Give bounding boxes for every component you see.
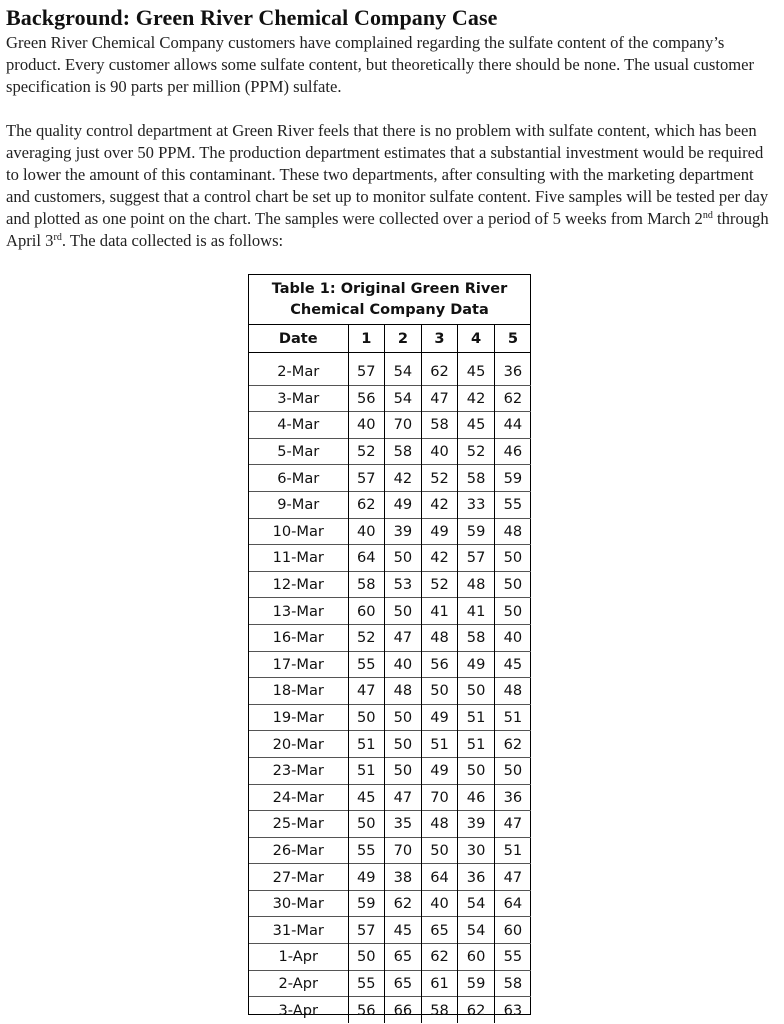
sample-value-cell: 48 [385, 678, 422, 705]
ordinal-suffix-rd: rd [53, 232, 62, 243]
intro-paragraph: Green River Chemical Company customers have complained regarding the sulfate content of the company’s product. Every customer allows some sulfate content, but theoretically there should be none. The usual customer specification is 90 parts per million (PPM) sulfate. [6, 33, 755, 96]
sample-value-cell: 55 [348, 651, 385, 678]
sample-value-cell: 58 [458, 465, 495, 492]
date-cell: 1-Apr [249, 944, 348, 971]
date-cell: 13-Mar [249, 598, 348, 625]
sample-value-cell: 51 [421, 731, 458, 758]
table-row [249, 651, 531, 678]
sample-value-cell: 51 [348, 757, 385, 784]
sample-value-cell: 62 [421, 944, 458, 971]
sample-value-cell: 54 [458, 917, 495, 944]
header-date: Date [249, 325, 348, 353]
sample-value-cell: 50 [385, 545, 422, 572]
date-cell: 3-Apr [249, 997, 348, 1023]
sample-value-cell: 55 [348, 970, 385, 997]
sample-value-cell: 61 [421, 970, 458, 997]
table-row [249, 598, 531, 625]
date-cell: 18-Mar [249, 678, 348, 705]
sample-value-cell: 47 [494, 864, 531, 891]
date-cell: 16-Mar [249, 624, 348, 651]
sample-value-cell: 62 [494, 385, 531, 412]
sample-value-cell: 50 [348, 811, 385, 838]
sample-value-cell: 40 [348, 412, 385, 439]
table-body [249, 353, 531, 1023]
sample-value-cell: 49 [385, 491, 422, 518]
sample-value-cell: 51 [458, 731, 495, 758]
sample-value-cell: 56 [348, 997, 385, 1023]
table-row [249, 757, 531, 784]
sample-value-cell: 66 [385, 997, 422, 1023]
sample-value-cell: 48 [494, 678, 531, 705]
date-cell: 12-Mar [249, 571, 348, 598]
sample-value-cell: 50 [348, 944, 385, 971]
sample-value-cell: 46 [494, 438, 531, 465]
sample-table [249, 325, 531, 1023]
ordinal-suffix-nd: nd [702, 210, 713, 221]
header-sample-1: 1 [348, 325, 385, 353]
sample-value-cell: 60 [494, 917, 531, 944]
table-row [249, 465, 531, 492]
sample-value-cell: 35 [385, 811, 422, 838]
sample-value-cell: 42 [458, 385, 495, 412]
table-row [249, 997, 531, 1023]
date-cell: 5-Mar [249, 438, 348, 465]
sample-value-cell: 54 [458, 890, 495, 917]
sample-value-cell: 58 [348, 571, 385, 598]
sample-value-cell: 40 [494, 624, 531, 651]
sample-value-cell: 45 [348, 784, 385, 811]
sample-value-cell: 50 [385, 598, 422, 625]
sample-value-cell: 41 [458, 598, 495, 625]
date-cell: 26-Mar [249, 837, 348, 864]
sample-value-cell: 62 [385, 890, 422, 917]
sample-value-cell: 58 [494, 970, 531, 997]
date-cell: 23-Mar [249, 757, 348, 784]
table-row [249, 944, 531, 971]
sample-value-cell: 38 [385, 864, 422, 891]
sample-value-cell: 48 [421, 624, 458, 651]
sample-value-cell: 40 [348, 518, 385, 545]
sample-value-cell: 57 [348, 917, 385, 944]
sample-value-cell: 50 [458, 678, 495, 705]
sample-value-cell: 58 [385, 438, 422, 465]
sample-value-cell: 53 [385, 571, 422, 598]
date-cell: 3-Mar [249, 385, 348, 412]
table-row [249, 837, 531, 864]
sample-value-cell: 51 [458, 704, 495, 731]
sample-value-cell: 54 [385, 385, 422, 412]
sample-value-cell: 40 [421, 438, 458, 465]
header-sample-2: 2 [385, 325, 422, 353]
date-cell: 27-Mar [249, 864, 348, 891]
sample-value-cell: 39 [385, 518, 422, 545]
sample-value-cell: 57 [348, 359, 385, 385]
paragraph-text-b: through April 3 [6, 209, 769, 250]
sample-value-cell: 46 [458, 784, 495, 811]
sample-value-cell: 40 [385, 651, 422, 678]
sample-value-cell: 51 [348, 731, 385, 758]
sample-value-cell: 55 [348, 837, 385, 864]
sample-value-cell: 52 [348, 624, 385, 651]
sample-value-cell: 64 [494, 890, 531, 917]
table-row [249, 571, 531, 598]
sample-value-cell: 62 [458, 997, 495, 1023]
sample-value-cell: 50 [385, 757, 422, 784]
sample-value-cell: 36 [494, 359, 531, 385]
table-row [249, 917, 531, 944]
sample-value-cell: 52 [421, 465, 458, 492]
sample-value-cell: 45 [385, 917, 422, 944]
sample-value-cell: 50 [494, 571, 531, 598]
sample-value-cell: 50 [494, 598, 531, 625]
date-cell: 17-Mar [249, 651, 348, 678]
date-cell: 24-Mar [249, 784, 348, 811]
sample-value-cell: 47 [385, 784, 422, 811]
sample-value-cell: 30 [458, 837, 495, 864]
table-caption-line-1: Table 1: Original Green River [271, 280, 508, 297]
header-sample-3: 3 [421, 325, 458, 353]
date-cell: 6-Mar [249, 465, 348, 492]
sample-value-cell: 57 [348, 465, 385, 492]
sample-value-cell: 50 [421, 837, 458, 864]
table-row [249, 731, 531, 758]
paragraph-text-a: The quality control department at Green River feels that there is no problem with sulfate content, which has been averaging just over 50 PPM. The production department estimates that a substantial investment would be required to lower the amount of this contaminant. These two departments, after consulting with the marketing department and customers, suggest that a control chart be set up to monitor sulfate content. Five samples will be tested per day and plotted as one point on the chart. The samples were collected over a period of 5 weeks from March 2 [6, 121, 769, 228]
sample-value-cell: 58 [421, 997, 458, 1023]
sample-value-cell: 50 [385, 704, 422, 731]
sample-value-cell: 47 [385, 624, 422, 651]
sample-value-cell: 44 [494, 412, 531, 439]
sample-value-cell: 48 [421, 811, 458, 838]
sample-value-cell: 47 [348, 678, 385, 705]
sample-value-cell: 58 [458, 624, 495, 651]
sample-value-cell: 40 [421, 890, 458, 917]
paragraph-text-c: . The data collected is as follows: [61, 231, 284, 250]
sample-value-cell: 65 [385, 970, 422, 997]
sample-value-cell: 48 [494, 518, 531, 545]
sample-value-cell: 70 [385, 412, 422, 439]
sample-value-cell: 45 [494, 651, 531, 678]
sample-value-cell: 36 [494, 784, 531, 811]
sample-value-cell: 54 [385, 359, 422, 385]
table-caption [249, 275, 530, 325]
sample-value-cell: 50 [494, 757, 531, 784]
sample-value-cell: 42 [385, 465, 422, 492]
sample-value-cell: 56 [421, 651, 458, 678]
table-row [249, 811, 531, 838]
table-caption-line-2: Chemical Company Data [290, 301, 489, 318]
sample-value-cell: 59 [348, 890, 385, 917]
sample-value-cell: 49 [421, 704, 458, 731]
header-sample-4: 4 [458, 325, 495, 353]
table-row [249, 864, 531, 891]
date-cell: 20-Mar [249, 731, 348, 758]
sample-value-cell: 48 [458, 571, 495, 598]
sample-value-cell: 42 [421, 545, 458, 572]
sample-value-cell: 50 [385, 731, 422, 758]
sample-value-cell: 50 [458, 757, 495, 784]
sample-value-cell: 56 [348, 385, 385, 412]
sample-value-cell: 55 [494, 491, 531, 518]
table-row [249, 784, 531, 811]
date-cell: 30-Mar [249, 890, 348, 917]
table-row [249, 678, 531, 705]
date-cell: 10-Mar [249, 518, 348, 545]
date-cell: 9-Mar [249, 491, 348, 518]
sample-value-cell: 59 [458, 518, 495, 545]
sample-value-cell: 59 [458, 970, 495, 997]
sample-value-cell: 62 [348, 491, 385, 518]
page-title: Background: Green River Chemical Company Case [6, 5, 498, 30]
sample-value-cell: 49 [421, 518, 458, 545]
background-paragraph [6, 120, 778, 252]
sample-value-cell: 57 [458, 545, 495, 572]
sample-value-cell: 49 [421, 757, 458, 784]
sample-value-cell: 70 [421, 784, 458, 811]
sample-value-cell: 70 [385, 837, 422, 864]
table-row [249, 970, 531, 997]
sample-value-cell: 65 [421, 917, 458, 944]
sample-value-cell: 42 [421, 491, 458, 518]
sample-value-cell: 65 [385, 944, 422, 971]
sample-value-cell: 63 [494, 997, 531, 1023]
sample-value-cell: 39 [458, 811, 495, 838]
sample-value-cell: 64 [421, 864, 458, 891]
date-cell: 19-Mar [249, 704, 348, 731]
sample-value-cell: 33 [458, 491, 495, 518]
sample-value-cell: 52 [458, 438, 495, 465]
sample-value-cell: 51 [494, 837, 531, 864]
table-row [249, 438, 531, 465]
date-cell: 4-Mar [249, 412, 348, 439]
table-row [249, 518, 531, 545]
sample-value-cell: 36 [458, 864, 495, 891]
sample-value-cell: 60 [348, 598, 385, 625]
sample-value-cell: 58 [421, 412, 458, 439]
sample-value-cell: 45 [458, 412, 495, 439]
sample-value-cell: 64 [348, 545, 385, 572]
sample-value-cell: 50 [348, 704, 385, 731]
table-row [249, 890, 531, 917]
date-cell: 25-Mar [249, 811, 348, 838]
sample-value-cell: 49 [348, 864, 385, 891]
sample-value-cell: 50 [421, 678, 458, 705]
sample-value-cell: 47 [421, 385, 458, 412]
table-row [249, 624, 531, 651]
sample-value-cell: 50 [494, 545, 531, 572]
sample-value-cell: 62 [421, 359, 458, 385]
sample-value-cell: 45 [458, 359, 495, 385]
header-sample-5: 5 [494, 325, 531, 353]
sample-value-cell: 62 [494, 731, 531, 758]
table-row [249, 491, 531, 518]
table-row [249, 385, 531, 412]
sample-value-cell: 52 [348, 438, 385, 465]
sample-value-cell: 47 [494, 811, 531, 838]
table-row [249, 545, 531, 572]
sample-value-cell: 49 [458, 651, 495, 678]
table-row [249, 359, 531, 385]
sample-value-cell: 59 [494, 465, 531, 492]
sample-value-cell: 60 [458, 944, 495, 971]
date-cell: 2-Mar [277, 363, 320, 381]
data-table [248, 274, 531, 1019]
sample-value-cell: 51 [494, 704, 531, 731]
sample-value-cell: 52 [421, 571, 458, 598]
sample-value-cell: 41 [421, 598, 458, 625]
table-row [249, 704, 531, 731]
date-cell: 31-Mar [249, 917, 348, 944]
sample-value-cell: 55 [494, 944, 531, 971]
table-header-row [249, 325, 531, 353]
date-cell: 2-Apr [249, 970, 348, 997]
table-row [249, 412, 531, 439]
date-cell: 11-Mar [249, 545, 348, 572]
